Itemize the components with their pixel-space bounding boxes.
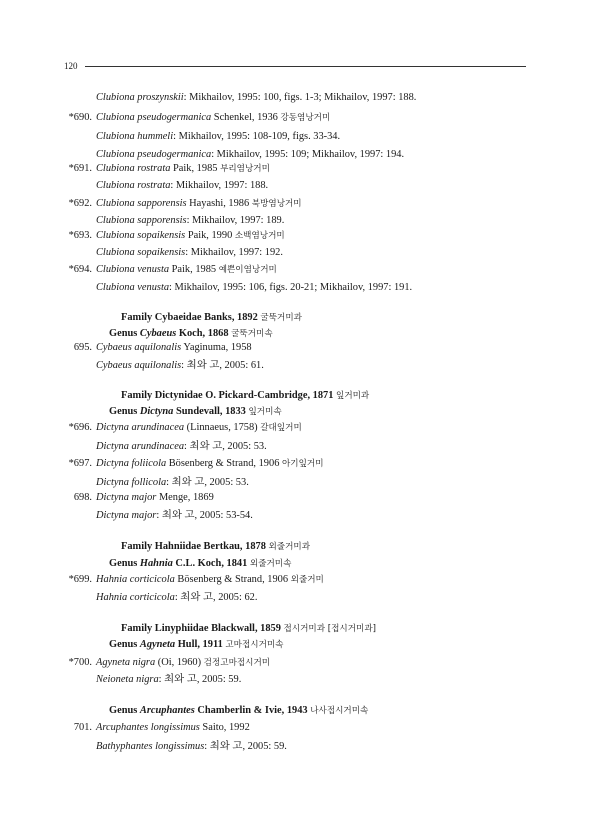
species-name: major: [131, 492, 157, 503]
entry-number: 701.: [73, 722, 92, 733]
species-name: venusta: [137, 282, 170, 293]
genus-name: Clubiona: [96, 215, 135, 226]
genus-authority: Hull, 1911: [175, 639, 226, 650]
species-name: major: [131, 510, 157, 521]
genus-heading-name: Dictyna: [139, 406, 174, 417]
family-title: Family Dictynidae O. Pickard-Cambridge, 1871: [121, 390, 337, 401]
authority-text: : Mikhailov, 1997: 188.: [170, 180, 269, 191]
authority-text: : Mikhailov, 1995: 100, figs. 1-3; Mikhailov, 1997: 188.: [183, 92, 417, 103]
species-name: rostrata: [137, 180, 171, 191]
genus-korean-name: 외줄거미속: [249, 559, 292, 569]
family-heading: [121, 622, 376, 636]
genus-heading: [109, 557, 291, 571]
genus-korean-name: 굴뚝거미속: [231, 329, 273, 339]
genus-authority: Koch, 1868: [176, 328, 232, 339]
entry-text: [96, 214, 284, 228]
genus-name: Clubiona: [96, 230, 135, 241]
genus-label: Genus: [109, 558, 140, 569]
authority-text: (Linnaeus, 1758): [184, 422, 261, 433]
genus-name: Cybaeus: [96, 360, 132, 371]
family-korean-name: 잎거미과: [336, 391, 370, 401]
entry-number: *690.: [68, 112, 92, 123]
genus-name: Clubiona: [96, 112, 135, 123]
species-name: sopaikensis: [137, 230, 186, 241]
genus-heading-name: Agyneta: [139, 639, 176, 650]
species-name: pseudogermanica: [137, 149, 212, 160]
authority-text: : 최와 고, 2005: 62.: [174, 592, 258, 603]
authority-text: : 최와 고, 2005: 53-54.: [156, 510, 253, 521]
genus-name: Arcuphantes: [96, 722, 149, 733]
family-heading: [121, 540, 310, 554]
genus-name: Dictyna: [96, 441, 129, 452]
species-name: proszynskii: [137, 92, 184, 103]
entry-number: *691.: [68, 163, 92, 174]
species-name: follicola: [131, 477, 167, 488]
authority-text: Schenkel, 1936: [211, 112, 281, 123]
entry-text: [96, 440, 267, 454]
entry-text: [96, 197, 302, 211]
genus-name: Clubiona: [96, 92, 135, 103]
genus-name: Clubiona: [96, 198, 135, 209]
genus-authority: Chamberlin & Ivie, 1943: [194, 705, 311, 716]
entry-text: [96, 111, 330, 125]
genus-heading-name: Arcuphantes: [139, 705, 195, 716]
korean-name: 소백염낭거미: [234, 231, 285, 241]
entry-text: [96, 573, 324, 587]
genus-name: Clubiona: [96, 264, 135, 275]
authority-text: : Mikhailov, 1995: 106, figs. 20-21; Mikhailov, 1997: 191.: [169, 282, 413, 293]
entry-number: *700.: [68, 657, 92, 668]
page-header: [64, 60, 526, 72]
entry-number: 695.: [73, 342, 92, 353]
species-name: corticicola: [129, 592, 175, 603]
genus-name: Agyneta: [96, 657, 131, 668]
authority-text: Paik, 1985: [170, 163, 221, 174]
korean-name: 예쁜이염낭거미: [218, 265, 277, 275]
species-name: aquilonalis: [134, 360, 182, 371]
species-name: foliicola: [131, 458, 167, 469]
entry-text: [96, 130, 340, 144]
korean-name: 부리염낭거미: [220, 164, 270, 174]
entry-number: *693.: [68, 230, 92, 241]
species-name: longissimus: [150, 722, 200, 733]
entry-text: [96, 673, 241, 687]
family-title: Family Linyphiidae Blackwall, 1859: [121, 623, 284, 634]
entry-text: [96, 591, 257, 605]
entry-number: 698.: [73, 492, 92, 503]
family-korean-name: 외줄거미과: [268, 542, 311, 552]
authority-text: Bösenberg & Strand, 1906: [174, 574, 291, 585]
entry-number: *697.: [68, 458, 92, 469]
entry-number: *699.: [68, 574, 92, 585]
genus-name: Dictyna: [96, 422, 129, 433]
genus-name: Clubiona: [96, 163, 135, 174]
genus-heading-name: Hahnia: [139, 558, 173, 569]
genus-authority: Sundevall, 1833: [173, 406, 249, 417]
entry-text: [96, 457, 324, 471]
species-name: venusta: [137, 264, 170, 275]
species-name: arundinacea: [131, 422, 185, 433]
family-korean-name: 굴뚝거미과: [260, 313, 302, 323]
entry-text: [96, 246, 283, 260]
authority-text: : 최와 고, 2005: 53.: [184, 441, 267, 452]
genus-name: Clubiona: [96, 180, 135, 191]
authority-text: Menge, 1869: [156, 492, 214, 503]
genus-name: Hahnia: [96, 574, 128, 585]
authority-text: : 최와 고, 2005: 53.: [166, 477, 249, 488]
genus-name: Cybaeus: [96, 342, 132, 353]
species-name: aquilonalis: [134, 342, 182, 353]
korean-name: 검정고마접시거미: [203, 658, 271, 668]
family-title: Family Cybaeidae Banks, 1892: [121, 312, 261, 323]
entry-number: *692.: [68, 198, 92, 209]
genus-label: Genus: [109, 406, 140, 417]
entry-text: [96, 162, 270, 176]
entry-number: *696.: [68, 422, 92, 433]
entry-text: [96, 721, 250, 735]
genus-heading: [109, 405, 282, 419]
genus-name: Dictyna: [96, 458, 129, 469]
korean-name: 강동염낭거미: [280, 113, 331, 123]
genus-name: Dictyna: [96, 510, 129, 521]
authority-text: Hayashi, 1986: [186, 198, 252, 209]
genus-label: Genus: [109, 705, 140, 716]
authority-text: : Mikhailov, 1995: 109; Mikhailov, 1997: 194.: [211, 149, 405, 160]
genus-authority: C.L. Koch, 1841: [172, 558, 250, 569]
authority-text: Bösenberg & Strand, 1906: [166, 458, 282, 469]
entry-text: [96, 341, 252, 355]
family-korean-name: 접시거미과 [접시거미과]: [283, 624, 376, 634]
header-rule: [85, 66, 526, 67]
authority-text: : 최와 고, 2005: 59.: [158, 674, 242, 685]
genus-name: Clubiona: [96, 131, 135, 142]
genus-name: Clubiona: [96, 149, 135, 160]
species-name: hummeli: [137, 131, 174, 142]
genus-heading: [109, 704, 368, 718]
genus-heading: [109, 327, 273, 341]
authority-text: : Mikhailov, 1997: 192.: [185, 247, 283, 258]
genus-name: Neioneta: [96, 674, 134, 685]
entry-text: [96, 229, 285, 243]
species-name: nigra: [136, 674, 159, 685]
entry-text: [96, 179, 268, 193]
korean-name: 북방염낭거미: [251, 199, 302, 209]
entry-text: [96, 740, 287, 754]
authority-text: Paik, 1990: [185, 230, 235, 241]
species-name: nigra: [132, 657, 156, 668]
authority-text: : 최와 고, 2005: 61.: [181, 360, 264, 371]
korean-name: 외줄거미: [290, 575, 324, 585]
authority-text: : Mikhailov, 1995: 108-109, figs. 33-34.: [173, 131, 341, 142]
authority-text: Paik, 1985: [169, 264, 219, 275]
korean-name: 아기잎거미: [282, 459, 324, 469]
species-name: corticicola: [129, 574, 175, 585]
entry-number: *694.: [68, 264, 92, 275]
entry-text: [96, 359, 264, 373]
species-name: sapporensis: [137, 215, 187, 226]
entry-text: [96, 148, 404, 162]
entry-text: [96, 509, 253, 523]
family-title: Family Hahniidae Bertkau, 1878: [121, 541, 269, 552]
family-heading: [121, 389, 369, 403]
species-name: sapporensis: [137, 198, 187, 209]
species-name: pseudogermanica: [137, 112, 212, 123]
genus-name: Hahnia: [96, 592, 128, 603]
genus-name: Dictyna: [96, 492, 129, 503]
authority-text: (Oi, 1960): [155, 657, 204, 668]
entry-text: [96, 91, 416, 105]
species-name: sopaikensis: [137, 247, 186, 258]
genus-korean-name: 고마접시거미속: [225, 640, 284, 650]
korean-name: 갈대잎거미: [260, 423, 302, 433]
genus-label: Genus: [109, 639, 140, 650]
entry-text: [96, 421, 302, 435]
entry-text: [96, 281, 412, 295]
authority-text: Saito, 1992: [199, 722, 250, 733]
genus-label: Genus: [109, 328, 140, 339]
authority-text: : Mikhailov, 1997: 189.: [186, 215, 285, 226]
genus-heading: [109, 638, 283, 652]
family-heading: [121, 311, 302, 325]
genus-name: Clubiona: [96, 247, 135, 258]
genus-korean-name: 잎거미속: [248, 407, 282, 417]
entry-text: [96, 263, 277, 277]
genus-name: Dictyna: [96, 477, 129, 488]
entry-text: [96, 476, 249, 490]
authority-text: Yaginuma, 1958: [181, 342, 252, 353]
entry-text: [96, 656, 270, 670]
species-name: longissimus: [155, 741, 205, 752]
genus-name: Bathyphantes: [96, 741, 153, 752]
genus-korean-name: 나사접시거미속: [310, 706, 369, 716]
page-number: 120: [64, 61, 78, 71]
authority-text: : 최와 고, 2005: 59.: [204, 741, 287, 752]
entry-text: [96, 491, 214, 505]
species-name: arundinacea: [131, 441, 185, 452]
genus-heading-name: Cybaeus: [139, 328, 177, 339]
genus-name: Clubiona: [96, 282, 135, 293]
species-name: rostrata: [137, 163, 171, 174]
